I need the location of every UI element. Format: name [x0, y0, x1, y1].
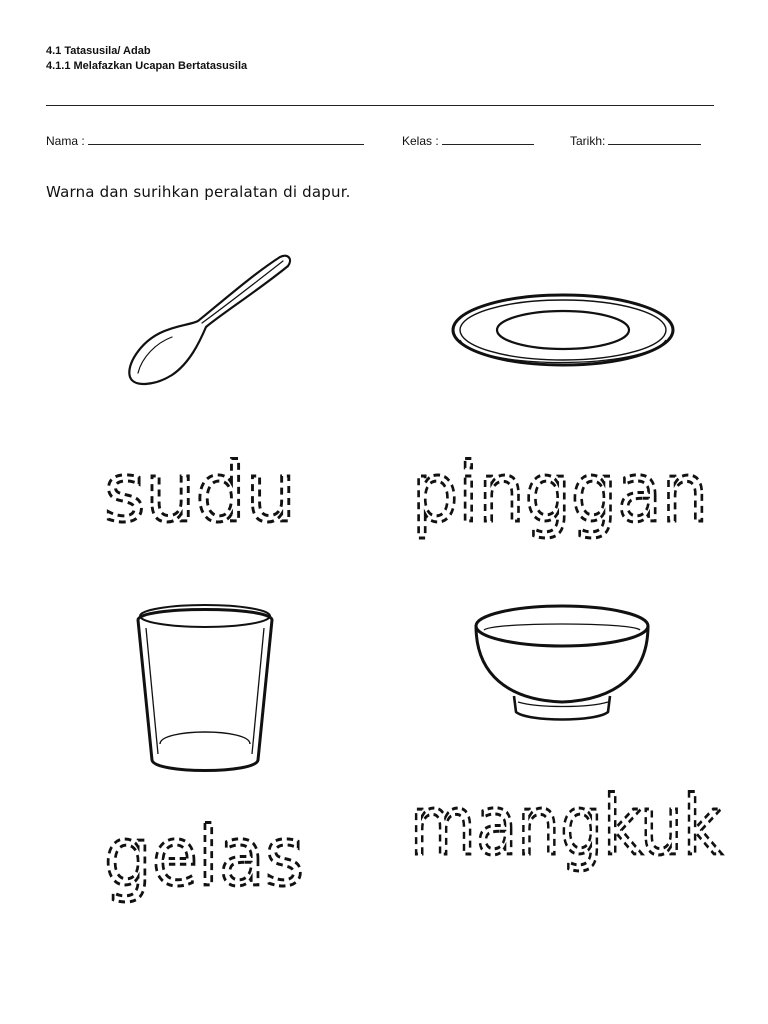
name-blank-line[interactable] — [88, 133, 364, 145]
worksheet-topic: 4.1 Tatasusila/ Adab — [46, 45, 151, 57]
trace-word-mangkuk — [406, 780, 724, 890]
spoon-icon — [120, 245, 300, 395]
header-divider — [46, 105, 714, 106]
date-field[interactable] — [570, 133, 701, 148]
worksheet-subtopic: 4.1.1 Melafazkan Ucapan Bertatasusila — [46, 60, 248, 72]
plate-icon — [446, 285, 680, 385]
trace-text-gelas: gelas — [104, 810, 304, 905]
trace-text-mangkuk: mangkuk — [410, 779, 723, 874]
trace-text-sudu: sudu — [104, 446, 296, 541]
date-blank-line[interactable] — [608, 133, 701, 145]
date-label: Tarikh: — [570, 134, 606, 148]
instruction-text: Warna dan surihkan peralatan di dapur. — [46, 183, 351, 201]
trace-word-gelas — [100, 810, 310, 915]
name-label: Nama : — [46, 134, 85, 148]
name-field[interactable] — [46, 133, 364, 148]
trace-text-pinggan: pinggan — [412, 446, 708, 541]
trace-word-pinggan — [408, 446, 708, 565]
bowl-icon — [468, 596, 658, 728]
class-field[interactable] — [402, 133, 534, 148]
trace-word-sudu — [100, 446, 300, 541]
class-label: Kelas : — [402, 134, 439, 148]
glass-icon — [130, 598, 280, 778]
class-blank-line[interactable] — [442, 133, 534, 145]
